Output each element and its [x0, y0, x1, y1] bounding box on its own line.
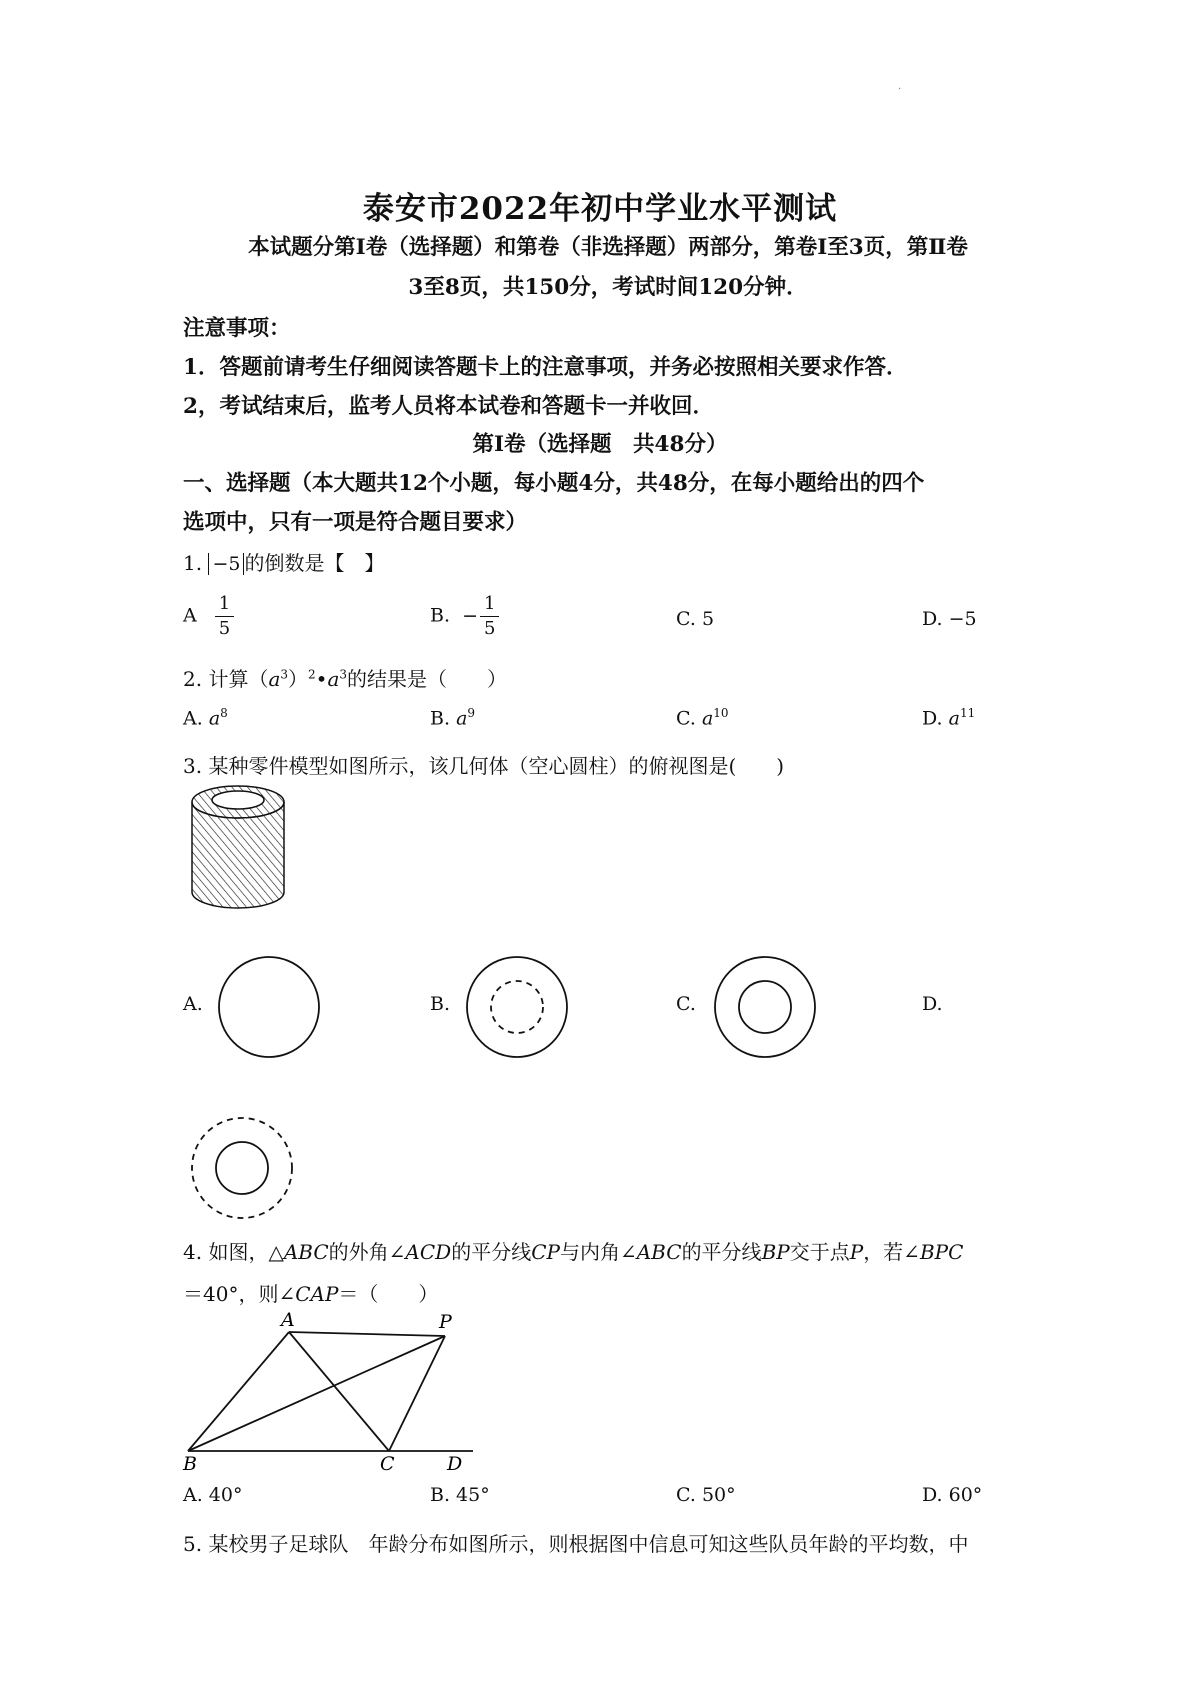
- segment-bp: [188, 1336, 445, 1451]
- segment-cp: [389, 1336, 445, 1451]
- q1-text: 的倒数是【 】: [244, 551, 385, 575]
- q1-number: 1.: [183, 551, 203, 575]
- q3-option-c-figure: [710, 952, 820, 1062]
- section-line-1: 一、选择题（本大题共12个小题，每小题4分，共48分，在每小题给出的四个: [183, 471, 925, 496]
- intro-line-2: 3至8页，共150分，考试时间120分钟．: [408, 275, 808, 300]
- q1-option-c: C. 5: [676, 608, 715, 630]
- segment-ba: [188, 1332, 289, 1451]
- q4-option-a: A. 40°: [183, 1484, 243, 1506]
- q1-option-a: A $\frac{1}{5}$: [183, 592, 234, 641]
- section-line-2: 选项中，只有一项是符合题目要求）: [183, 510, 528, 535]
- question-3: 3. 某种零件模型如图所示，该几何体（空心圆柱）的俯视图是( ): [183, 754, 785, 778]
- q3-option-d-label: D.: [922, 993, 943, 1015]
- outer-circle: [219, 957, 319, 1057]
- hollow-cylinder-figure: [188, 782, 288, 922]
- exam-title: 泰安市2022年初中学业水平测试: [362, 191, 838, 227]
- inner-circle: [216, 1142, 268, 1194]
- q1-option-d: D. −5: [922, 608, 977, 630]
- inner-circle: [739, 981, 791, 1033]
- q3-option-b-figure: [462, 952, 572, 1062]
- q3-option-a-label: A.: [183, 993, 203, 1015]
- q3-option-a-figure: [214, 952, 324, 1062]
- question-5: 5. 某校男子足球队 年龄分布如图所示，则根据图中信息可知这些队员年龄的平均数，中: [183, 1532, 969, 1556]
- q2-option-a: A. $a^8$: [183, 706, 228, 730]
- outer-dashed-circle: [192, 1118, 292, 1218]
- q3-option-c-label: C.: [676, 993, 696, 1015]
- q1-option-a-fraction: $\frac{1}{5}$: [215, 592, 234, 641]
- q2-option-c: C. $a^{10}$: [676, 706, 729, 730]
- q4-option-c: C. 50°: [676, 1484, 736, 1506]
- outer-circle: [715, 957, 815, 1057]
- notice-2: 2，考试结束后，监考人员将本试卷和答题卡一并收回．: [183, 394, 714, 419]
- point-p-label: P: [439, 1311, 452, 1333]
- question-4-line-2: ＝40°，则∠CAP＝（ ）: [183, 1282, 439, 1306]
- notice-heading: 注意事项：: [183, 316, 291, 341]
- segment-ac: [289, 1332, 389, 1451]
- part-title: 第Ⅰ卷（选择题 共48分）: [472, 432, 728, 457]
- q2-option-b: B. $a^9$: [430, 706, 476, 730]
- triangle-figure: [183, 1309, 483, 1475]
- point-c-label: C: [380, 1453, 395, 1475]
- question-1: [183, 547, 384, 576]
- q4-option-d: D. 60°: [922, 1484, 983, 1506]
- q3-option-d-figure: [187, 1113, 297, 1223]
- intro-line-1: 本试题分第Ⅰ卷（选择题）和第卷（非选择题）两部分，第卷Ⅰ至3页，第Ⅱ卷: [248, 235, 968, 260]
- cylinder-inner-hole: [212, 791, 264, 809]
- question-4-line-1: 4. 如图，△ABC的外角∠ACD的平分线CP与内角∠ABC的平分线BP交于点P，若∠BPC: [183, 1240, 964, 1264]
- outer-circle: [467, 957, 567, 1057]
- exam-intro: [183, 228, 1033, 308]
- q1-abs-value: −5: [208, 553, 244, 575]
- notice-1: 1．答题前请考生仔细阅读答题卡上的注意事项，并务必按照相关要求作答．: [183, 355, 908, 380]
- q4-option-b: B. 45°: [430, 1484, 490, 1506]
- q1-option-b-fraction: $\frac{1}{5}$: [480, 592, 499, 641]
- point-a-label: A: [281, 1309, 295, 1331]
- point-d-label: D: [447, 1453, 463, 1475]
- question-2: 2. 计算$(a^3)^2•a^3$的结果是（ ）: [183, 667, 508, 691]
- point-b-label: B: [183, 1453, 197, 1475]
- q2-option-d: D. $a^{11}$: [922, 706, 976, 730]
- segment-ap: [289, 1332, 445, 1336]
- scan-speck: ·: [898, 84, 902, 95]
- inner-dashed-circle: [491, 981, 543, 1033]
- q3-option-b-label: B.: [430, 993, 451, 1015]
- q1-option-b: B. − $\frac{1}{5}$: [430, 592, 499, 641]
